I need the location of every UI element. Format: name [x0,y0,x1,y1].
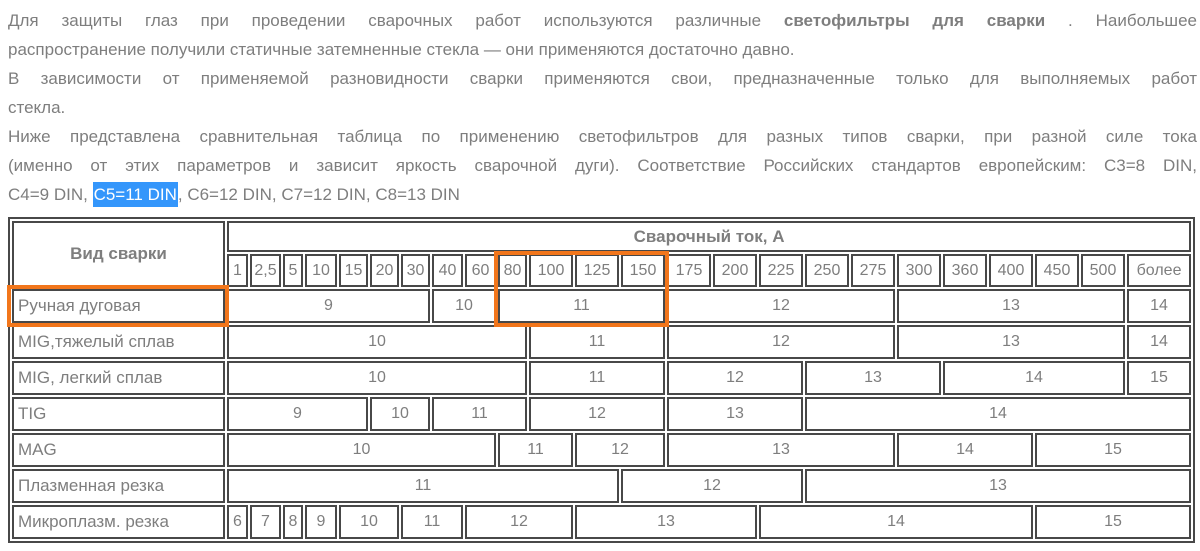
din-cell: 12 [575,433,665,467]
col-header: 1 [227,254,248,287]
din-cell: 6 [227,505,248,539]
din-cell: 13 [805,361,941,395]
table-row [12,325,1191,359]
din-cell: 9 [227,289,430,323]
table-row [12,361,1191,395]
selected-text[interactable]: C5=11 DIN [93,182,178,207]
din-cell: 9 [305,505,337,539]
col-header: 125 [575,254,619,287]
din-cell: 13 [897,289,1125,323]
din-cell: 11 [498,433,573,467]
din-cell: 11 [498,289,665,323]
table-row [12,397,1191,431]
col-header: 30 [401,254,430,287]
col-header: 100 [529,254,573,287]
row-label: MIG, легкий сплав [12,361,225,395]
din-cell: 12 [465,505,573,539]
corner-header-weld-type: Вид сварки [12,221,225,287]
bold-keyword: светофильтры для сварки [783,11,1046,30]
col-header: 250 [805,254,849,287]
paragraph-line: Ниже представлена сравнительная таблица по применению светофильтров для разных типов сварки, при разной силе тока [8,127,1197,146]
col-header: 175 [667,254,711,287]
row-label: Ручная дуговая [12,289,225,323]
din-cell: 11 [227,469,619,503]
col-header: 360 [943,254,987,287]
col-header: 450 [1035,254,1079,287]
current-header: Сварочный ток, А [227,221,1191,252]
din-cell: 11 [432,397,527,431]
paragraph-line: распространение получили статичные затемненные стекла — они применяются достаточно давно. [8,40,795,59]
din-cell: 13 [897,325,1125,359]
din-cell: 7 [250,505,281,539]
din-cell: 8 [283,505,303,539]
col-header: 225 [759,254,803,287]
paragraph-line: В зависимости от применяемой разновидности сварки применяются свои, предназначенные только для выполняемых работ [8,69,1197,88]
text-segment: C4=9 DIN, [8,185,93,204]
din-cell: 12 [621,469,803,503]
row-label: MAG [12,433,225,467]
table-row [12,433,1191,467]
din-cell: 10 [227,433,496,467]
din-cell: 10 [370,397,430,431]
paragraph-line: стекла. [8,98,66,117]
col-header: 15 [339,254,368,287]
col-header: 40 [432,254,463,287]
din-cell: 12 [667,361,803,395]
din-cell: 14 [1127,289,1191,323]
din-cell: 15 [1127,361,1191,395]
col-header: 60 [465,254,496,287]
table-row [12,505,1191,539]
din-cell: 13 [575,505,757,539]
din-cell: 10 [432,289,496,323]
col-header: 275 [851,254,895,287]
text-segment: , C6=12 DIN, C7=12 DIN, C8=13 DIN [177,185,460,204]
table-row [12,289,1191,323]
col-header: 20 [370,254,399,287]
row-label: Микроплазм. резка [12,505,225,539]
paragraph-line [8,180,1197,209]
din-cell: 10 [339,505,399,539]
col-header: 200 [713,254,757,287]
row-label: Плазменная резка [12,469,225,503]
din-cell: 14 [1127,325,1191,359]
din-cell: 13 [667,397,803,431]
din-cell: 9 [227,397,368,431]
din-cell: 13 [805,469,1191,503]
text-segment: . Наибольшее [1045,11,1197,30]
din-cell: 14 [805,397,1191,431]
din-cell: 15 [1035,505,1191,539]
din-cell: 12 [667,325,895,359]
col-header: 500 [1081,254,1125,287]
col-header: 300 [897,254,941,287]
row-label: TIG [12,397,225,431]
paragraph-line: (именно от этих параметров и зависит яркость сварочной дуги). Соответствие Российских стандартов европейским: C3=8 DIN, [8,156,1197,175]
paragraph-line [8,6,1197,35]
din-cell: 10 [227,325,527,359]
din-cell: 11 [401,505,463,539]
din-cell: 11 [529,325,665,359]
din-cell: 14 [759,505,1033,539]
col-header: 10 [305,254,337,287]
din-cell: 14 [943,361,1125,395]
col-header: 5 [283,254,303,287]
text-segment: Для защиты глаз при проведении сварочных работ используются различные [8,11,784,30]
col-header: более [1127,254,1191,287]
col-header: 400 [989,254,1033,287]
article-text [0,0,1200,209]
din-cell: 11 [529,361,665,395]
col-header: 2,5 [250,254,281,287]
din-cell: 12 [529,397,665,431]
filters-comparison-table [8,217,1195,543]
col-header: 150 [621,254,665,287]
din-cell: 15 [1035,433,1191,467]
col-header: 80 [498,254,527,287]
din-cell: 13 [667,433,895,467]
table-row [12,469,1191,503]
din-cell: 10 [227,361,527,395]
din-cell: 14 [897,433,1033,467]
din-cell: 12 [667,289,895,323]
row-label: MIG,тяжелый сплав [12,325,225,359]
